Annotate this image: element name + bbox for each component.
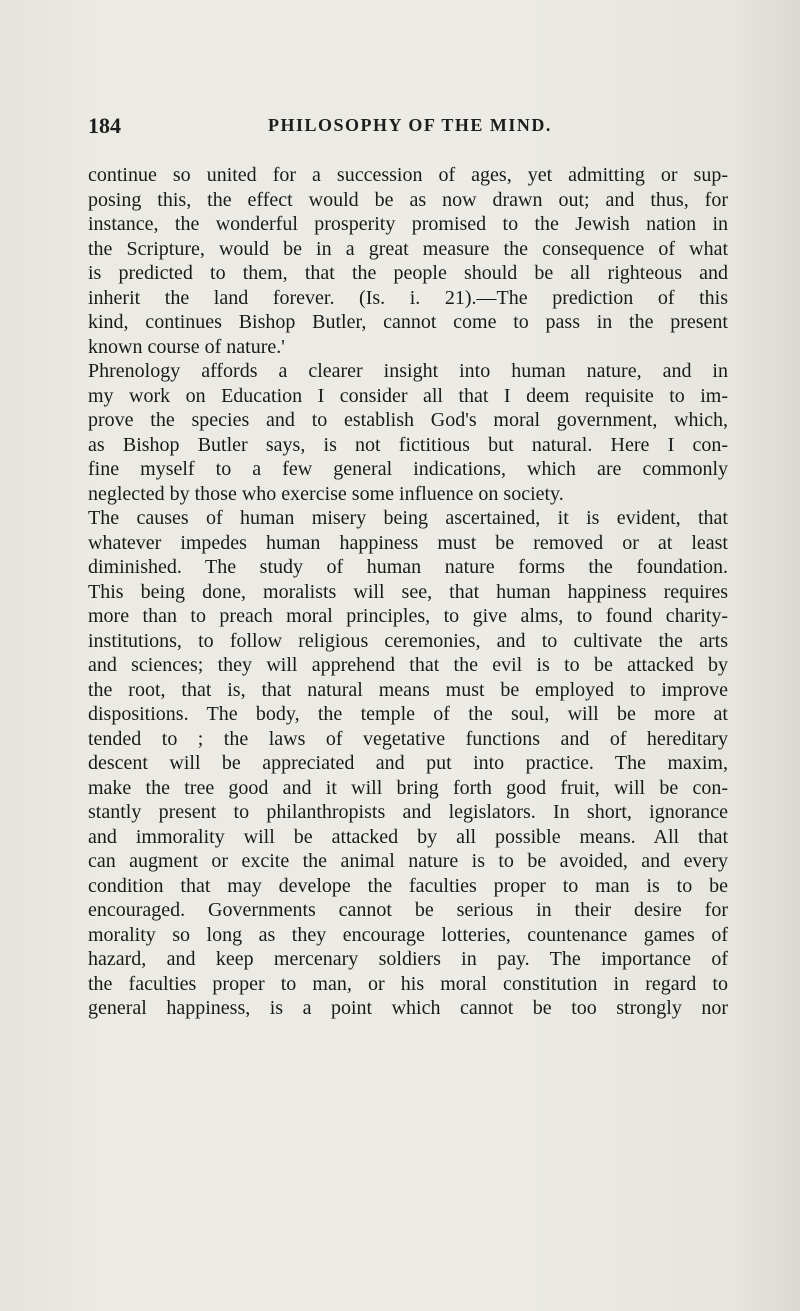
page-number: 184 [88,113,121,138]
text-line: morality so long as they encourage lotteries, countenance games of [88,923,728,946]
text-line: the faculties proper to man, or his moral constitution in regard to [88,972,728,995]
text-line: condition that may develope the faculties proper to man is to be [88,874,728,897]
text-line: whatever impedes human happiness must be removed or at least [88,531,728,554]
text-line: dispositions. The body, the temple of the soul, will be more at [88,703,728,725]
text-line: the root, that is, that natural means must be employed to improve [88,678,728,701]
text-line: fine myself to a few general indications, which are commonly [88,458,728,480]
text-line: tended to ; the laws of vegetative functions and of hereditary [88,727,728,750]
text-line: the Scripture, would be in a great measure the consequence of what [88,237,728,260]
text-line: my work on Education I consider all that I deem requisite to im- [88,384,728,407]
text-line: known course of nature.' [88,335,285,358]
text-line: This being done, moralists will see, that human happiness requires [88,580,728,603]
text-line: is predicted to them, that the people should be all righteous and [88,262,728,284]
running-head: PHILOSOPHY OF THE MIND. [268,115,552,135]
text-line: continue so united for a succession of ages, yet admitting or sup- [88,164,728,186]
text-line: hazard, and keep mercenary soldiers in pay. The importance of [88,948,728,970]
text-line: diminished. The study of human nature forms the foundation. [88,556,728,578]
text-line: stantly present to philanthropists and legislators. In short, ignorance [88,801,728,823]
text-line: prove the species and to establish God's moral government, which, [88,409,728,431]
text-line: The causes of human misery being ascertained, it is evident, that [88,507,728,529]
text-line: more than to preach moral principles, to give alms, to found charity- [88,605,728,627]
text-line: neglected by those who exercise some influence on society. [88,482,564,505]
text-line: descent will be appreciated and put into practice. The maxim, [88,752,728,774]
body-text [88,163,728,1021]
text-line: Phrenology affords a clearer insight into human nature, and in [88,360,728,382]
text-line: and sciences; they will apprehend that the evil is to be attacked by [88,654,728,676]
text-line: encouraged. Governments cannot be serious in their desire for [88,899,728,921]
text-line: and immorality will be attacked by all possible means. All that [88,825,728,848]
text-line: inherit the land forever. (Is. i. 21).—The prediction of this [88,286,728,309]
text-line: as Bishop Butler says, is not fictitious but natural. Here I con- [88,433,728,456]
text-line: instance, the wonderful prosperity promised to the Jewish nation in [88,213,728,235]
page-header [88,113,728,143]
text-line: general happiness, is a point which cannot be too strongly nor [88,997,728,1019]
text-line: institutions, to follow religious ceremonies, and to cultivate the arts [88,629,728,652]
text-line: make the tree good and it will bring forth good fruit, will be con- [88,776,728,799]
text-line: posing this, the effect would be as now drawn out; and thus, for [88,188,728,211]
text-line: kind, continues Bishop Butler, cannot come to pass in the present [88,311,728,333]
text-line: can augment or excite the animal nature is to be avoided, and every [88,850,728,872]
